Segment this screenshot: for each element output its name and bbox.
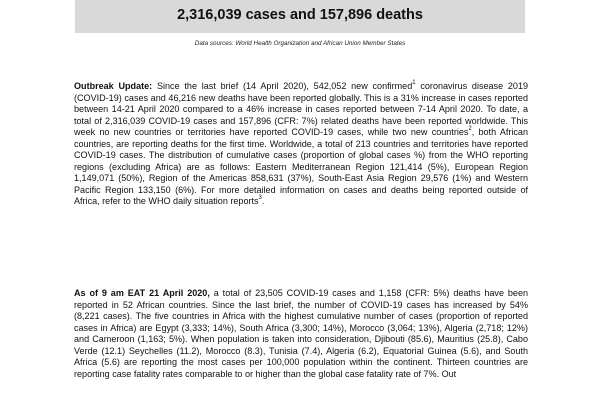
data-sources-note: Data sources: World Health Organization and African Union Member States xyxy=(194,40,406,47)
p1-text-c: , both African countries, are reporting deaths for the first time. Worldwide, a total of 213 countries and territories have reported COVID-19 cases. The distribution of cumulative cases (proportion of global cases %) from the WHO reporting regions (excluding Africa) are as follows: Eastern Mediterranean Region 121,414 (5%), European Region 1,149,071 (50%), Region of the Americas 858,631 (37%), South-East Asia Region 29,576 (1%) and Western Pacific Region 133,150 (6%). For more detailed information on cases and deaths being reported outside of Africa, refer to the WHO daily situation reports xyxy=(74,127,528,206)
p2-text: a total of 23,505 COVID-19 cases and 1,158 (CFR: 5%) deaths have been reported in 52 African countries. Since the last brief, the number of COVID-19 cases has increased by 54% (8,221 cases). The five countries in Africa with the highest cumulative number of cases (proportion of reported cases in Africa) are Egypt (3,333; 14%), South Africa (3,300; 14%), Morocco (3,064; 13%), Algeria (2,718; 12%) and Cameroon (1,163; 5%). When population is taken into consideration, Djibouti (85.6), Mauritius (25.8), Cabo Verde (12.1) Seychelles (11.2), Morocco (8.3), Tunisia (7.4), Algeria (6.2), Equatorial Guinea (5.6), and South Africa (5.6) are reporting the most cases per 100,000 population within the continent. Thirteen countries are reporting case fatality rates comparable to or higher than the global case fatality rate of 7%. Out xyxy=(74,288,529,379)
outbreak-update-lead: Outbreak Update: xyxy=(74,81,153,91)
p1-text-b: coronavirus disease 2019 (COVID-19) cases and 46,216 new deaths have been reported globally. This is a 31% increase in cases reported between 14-21 April 2020 compared to a 46% increase in cases reported between 7-14 April 2020. To date, a total of 2,316,039 COVID-19 cases and 157,896 (CFR: 7%) related deaths have been reported worldwide. This week no new countries or territories have reported COVID-19 cases, while two new countries xyxy=(74,81,529,137)
footnote-2: 2 xyxy=(468,125,472,132)
p1-text-a: Since the last brief (14 April 2020), 542,052 new confirmed xyxy=(156,81,413,91)
africa-update-lead: As of 9 am EAT 21 April 2020, xyxy=(74,288,210,298)
headline: 2,316,039 cases and 157,896 deaths xyxy=(177,6,423,23)
outbreak-update-paragraph xyxy=(74,81,528,208)
footnote-3: 3 xyxy=(258,194,262,201)
header-band xyxy=(75,0,525,33)
footnote-1: 1 xyxy=(412,79,416,86)
africa-update-paragraph xyxy=(74,288,528,380)
p1-text-d: . xyxy=(261,196,265,206)
